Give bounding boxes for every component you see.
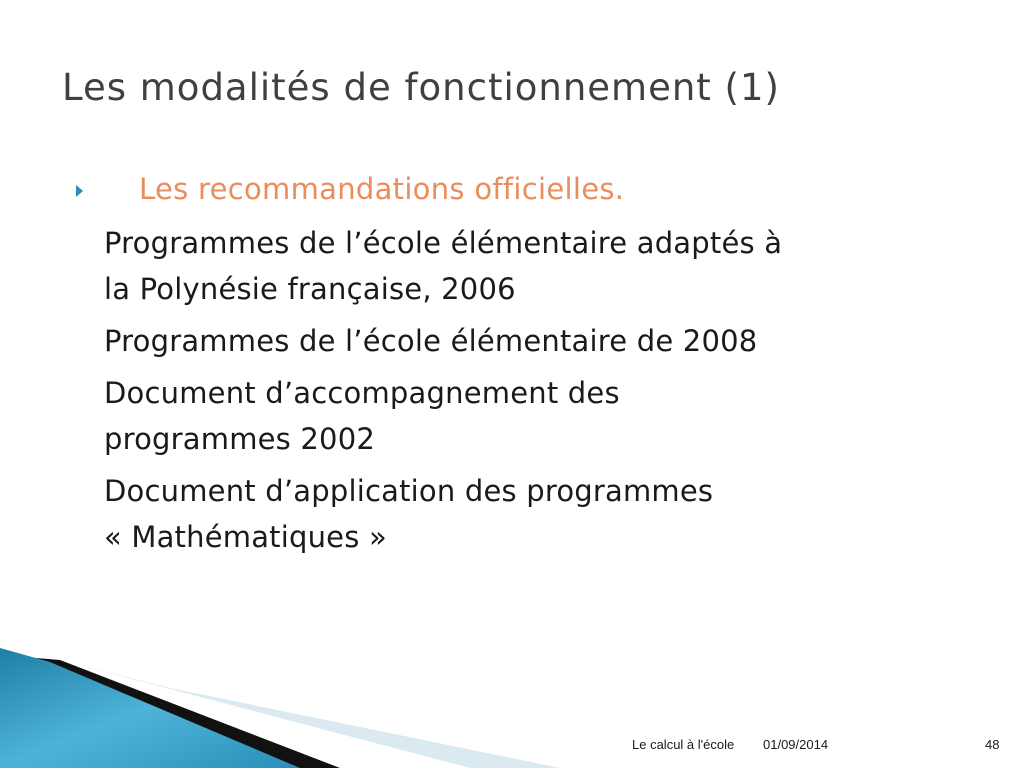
list-item-line: programmes 2002 xyxy=(104,422,376,456)
list-item-line: « Mathématiques » xyxy=(104,520,387,554)
list-item-line: Programmes de l’école élémentaire de 2008 xyxy=(104,324,758,358)
list-item-line: Document d’accompagnement des xyxy=(104,376,620,410)
list-item-line: la Polynésie française, 2006 xyxy=(104,272,516,306)
slide-title: Les modalités de fonctionnement (1) xyxy=(62,66,780,109)
list-item xyxy=(104,318,984,364)
footer-date: 01/09/2014 xyxy=(763,737,829,752)
bullet-heading: Les recommandations officielles. xyxy=(139,172,625,206)
list-item-line: Document d’application des programmes xyxy=(104,474,714,508)
list-item-line: Programmes de l’école élémentaire adaptés à xyxy=(104,226,783,260)
list-item xyxy=(104,220,984,312)
bullet-row xyxy=(76,172,624,206)
list-item xyxy=(104,370,984,462)
triangle-bullet-icon xyxy=(76,185,83,197)
reference-list xyxy=(104,220,984,566)
footer-page-number: 48 xyxy=(985,737,1000,752)
list-item xyxy=(104,468,984,560)
footer-subject: Le calcul à l'école xyxy=(632,737,735,752)
